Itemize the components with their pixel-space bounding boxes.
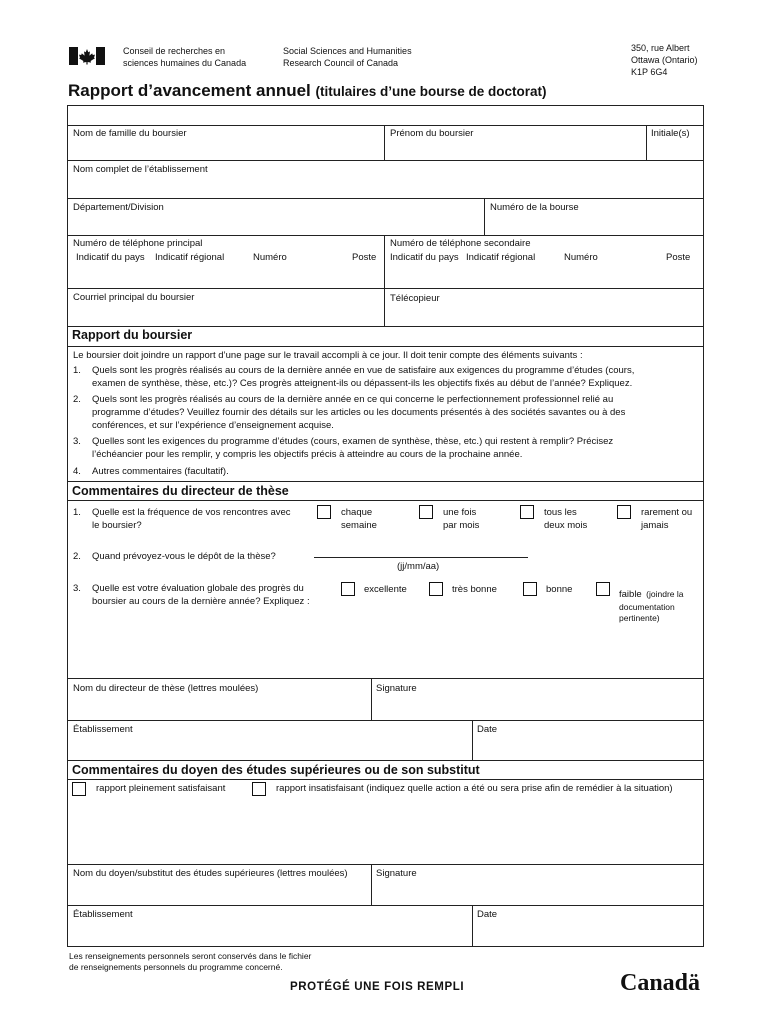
departement-input[interactable]: [68, 215, 483, 234]
rapport-item-2-line2: programme d’études? Veuillez fournir des détails sur les articles ou les documents présentés à des sociétés savantes ou à des: [92, 407, 626, 418]
q2-num: 2.: [73, 551, 81, 562]
org-en-line1: Social Sciences and Humanities: [283, 46, 412, 56]
tel1-numero: Numéro: [253, 252, 287, 263]
eval-tres-bonne-label: très bonne: [452, 584, 497, 595]
tel1-indicatif-pays: Indicatif du pays: [76, 252, 145, 263]
title-main: Rapport d’avancement annuel: [68, 81, 311, 100]
freq-chaque-semaine-label: [341, 506, 377, 532]
rapport-item-1: [92, 364, 702, 390]
eval-faible-note3: pertinente): [619, 613, 660, 623]
rapport-item-1-line2: examen de synthèse, thèse, etc.)? Ces progrès atteignent-ils ou dépassent-ils les objectifs fixés au début de l’année? Expliquez.: [92, 378, 633, 389]
opt2-line2: par mois: [443, 520, 480, 531]
privacy-note-line2: de renseignements personnels du programme concerné.: [69, 962, 283, 972]
tel-secondaire-input[interactable]: [385, 265, 702, 287]
opt4-line1: rarement ou: [641, 507, 693, 518]
eval-faible-note2: documentation: [619, 602, 675, 612]
numero-bourse-input[interactable]: [485, 215, 702, 234]
depot-date-input[interactable]: [314, 543, 528, 557]
rapport-item-2-line3: conférences, et sur l’expérience d’enseignement acquise.: [92, 420, 334, 431]
privacy-note: [69, 951, 311, 973]
etablissement-label: Nom complet de l’établissement: [73, 164, 208, 175]
rapport-item-3-num: 3.: [73, 436, 81, 447]
q1-question: [92, 506, 291, 532]
telecopieur-label: Télécopieur: [390, 293, 440, 304]
doyen-signature-input[interactable]: [372, 881, 702, 904]
opt2-line1: une fois: [443, 507, 477, 518]
q3-line1: Quelle est votre évaluation globale des progrès du: [92, 583, 304, 594]
q3-question: [92, 582, 310, 608]
nom-famille-label: Nom de famille du boursier: [73, 128, 187, 139]
eval-tres-bonne-checkbox[interactable]: [429, 582, 443, 596]
directeur-signature-input[interactable]: [372, 696, 702, 719]
directeur-etablissement-label: Établissement: [73, 724, 133, 735]
tel2-poste: Poste: [666, 252, 691, 263]
tel-secondaire-label: Numéro de téléphone secondaire: [390, 238, 531, 249]
rapport-item-2-num: 2.: [73, 394, 81, 405]
q3-line2: boursier au cours de la dernière année? Expliquez :: [92, 596, 310, 607]
rapport-item-4-num: 4.: [73, 466, 81, 477]
protege-notice: PROTÉGÉ UNE FOIS REMPLI: [290, 981, 465, 993]
directeur-date-label: Date: [477, 724, 498, 735]
eval-excellente-label: excellente: [364, 584, 407, 595]
courriel-label: Courriel principal du boursier: [73, 292, 195, 303]
doyen-etablissement-label: Établissement: [73, 909, 133, 920]
etablissement-input[interactable]: [68, 177, 702, 197]
rapport-item-2-line1: Quels sont les progrès réalisés au cours de la dernière année en ce qui concerne le perfectionnement professionnel relié au: [92, 394, 614, 405]
tel1-poste: Poste: [352, 252, 377, 263]
eval-faible-checkbox[interactable]: [596, 582, 610, 596]
eval-bonne-checkbox[interactable]: [523, 582, 537, 596]
nom-doyen-label: Nom du doyen/substitut des études supérieures (lettres moulées): [73, 868, 348, 879]
q3-num: 3.: [73, 583, 81, 594]
directeur-signature-label: Signature: [376, 683, 417, 694]
address-line1: 350, rue Albert: [631, 43, 690, 53]
opt4-line2: jamais: [641, 520, 669, 531]
org-name-fr: [123, 45, 246, 69]
privacy-note-line1: Les renseignements personnels seront conservés dans le fichier: [69, 951, 312, 961]
depot-date-line: [314, 557, 528, 558]
freq-tous-les-deux-mois-checkbox[interactable]: [520, 505, 534, 519]
page-title: [68, 81, 547, 101]
rapport-item-4: Autres commentaires (facultatif).: [92, 466, 229, 477]
tel2-indicatif-regional: Indicatif régional: [466, 252, 536, 263]
opt3-line2: deux mois: [544, 520, 588, 531]
nom-famille-input[interactable]: [68, 141, 383, 159]
courriel-input[interactable]: [68, 305, 383, 325]
doyen-comments-area[interactable]: [68, 800, 702, 863]
org-fr-line2: sciences humaines du Canada: [123, 58, 247, 68]
nom-doyen-input[interactable]: [68, 881, 370, 904]
doyen-date-input[interactable]: [473, 922, 702, 945]
q2-question: Quand prévoyez-vous le dépôt de la thèse?: [92, 551, 276, 562]
rapport-intro: Le boursier doit joindre un rapport d’une page sur le travail accompli à ce jour. Il doit tenir compte des éléments suivants :: [73, 350, 583, 361]
rapport-satisfaisant-checkbox[interactable]: [72, 782, 86, 796]
freq-une-fois-par-mois-label: [443, 506, 479, 532]
org-fr-line1: Conseil de recherches en: [123, 46, 226, 56]
numero-bourse-label: Numéro de la bourse: [490, 202, 579, 213]
rapport-insatisfaisant-label: rapport insatisfaisant (indiquez quelle action a été ou sera prise afin de remédier à la situation): [276, 783, 673, 794]
rapport-item-1-num: 1.: [73, 365, 81, 376]
nom-directeur-label: Nom du directeur de thèse (lettres moulées): [73, 683, 259, 694]
telecopieur-input[interactable]: [385, 305, 702, 325]
eval-excellente-checkbox[interactable]: [341, 582, 355, 596]
rapport-item-3-line2: l’échéancier pour les remplir, y compris les objectifs précis à atteindre au cours de la prochaine année.: [92, 449, 523, 460]
org-name-en: [283, 45, 412, 69]
nom-directeur-input[interactable]: [68, 696, 370, 719]
title-sub: (titulaires d’une bourse de doctorat): [315, 84, 547, 99]
tel-principal-input[interactable]: [68, 265, 383, 287]
opt1-line1: chaque: [341, 507, 373, 518]
date-format-hint: (jj/mm/aa): [397, 561, 440, 572]
initiales-input[interactable]: [647, 141, 702, 159]
freq-une-fois-par-mois-checkbox[interactable]: [419, 505, 433, 519]
eval-faible-note1: (joindre la: [646, 589, 684, 599]
opt1-line2: semaine: [341, 520, 377, 531]
address-block: [631, 42, 698, 78]
q1-line1: Quelle est la fréquence de vos rencontres avec: [92, 507, 291, 518]
eval-faible-text: faible: [619, 589, 642, 600]
tel1-indicatif-regional: Indicatif régional: [155, 252, 225, 263]
rapport-satisfaisant-label: rapport pleinement satisfaisant: [96, 783, 226, 794]
address-line3: K1P 6G4: [631, 67, 668, 77]
freq-rarement-checkbox[interactable]: [617, 505, 631, 519]
prenom-label: Prénom du boursier: [390, 128, 474, 139]
departement-label: Département/Division: [73, 202, 164, 213]
directeur-etablissement-input[interactable]: [68, 737, 471, 759]
tel2-indicatif-pays: Indicatif du pays: [390, 252, 459, 263]
directeur-date-input[interactable]: [473, 737, 702, 759]
doyen-section-title: Commentaires du doyen des études supérieures ou de son substitut: [72, 763, 480, 777]
freq-tous-les-deux-mois-label: [544, 506, 587, 532]
canada-wordmark: Canadä: [620, 970, 701, 996]
tel-principal-label: Numéro de téléphone principal: [73, 238, 203, 249]
doyen-etablissement-input[interactable]: [68, 922, 471, 945]
address-line2: Ottawa (Ontario): [631, 55, 698, 65]
rapport-insatisfaisant-checkbox[interactable]: [252, 782, 266, 796]
rapport-item-3: [92, 435, 702, 461]
q1-num: 1.: [73, 507, 81, 518]
eval-bonne-label: bonne: [546, 584, 573, 595]
doyen-signature-label: Signature: [376, 868, 417, 879]
initiales-label: Initiale(s): [651, 128, 690, 139]
rapport-section-title: Rapport du boursier: [72, 328, 193, 342]
opt3-line1: tous les: [544, 507, 577, 518]
tel2-numero: Numéro: [564, 252, 598, 263]
prenom-input[interactable]: [385, 141, 645, 159]
doyen-date-label: Date: [477, 909, 498, 920]
freq-rarement-label: [641, 506, 692, 532]
rapport-item-3-line1: Quelles sont les exigences du programme d’études (cours, examen de synthèse, thèse, etc.) qui restent à remplir? Précisez: [92, 436, 614, 447]
org-en-line2: Research Council of Canada: [283, 58, 399, 68]
rapport-item-1-line1: Quels sont les progrès réalisés au cours de la dernière année en vue de satisfaire aux exigences du programme d’études (cours,: [92, 365, 635, 376]
directeur-section-title: Commentaires du directeur de thèse: [72, 484, 289, 498]
freq-chaque-semaine-checkbox[interactable]: [317, 505, 331, 519]
q1-line2: le boursier?: [92, 520, 142, 531]
evaluation-comments-area[interactable]: [68, 610, 702, 677]
canada-flag-logo: [69, 47, 105, 65]
rapport-item-2: [92, 393, 702, 432]
